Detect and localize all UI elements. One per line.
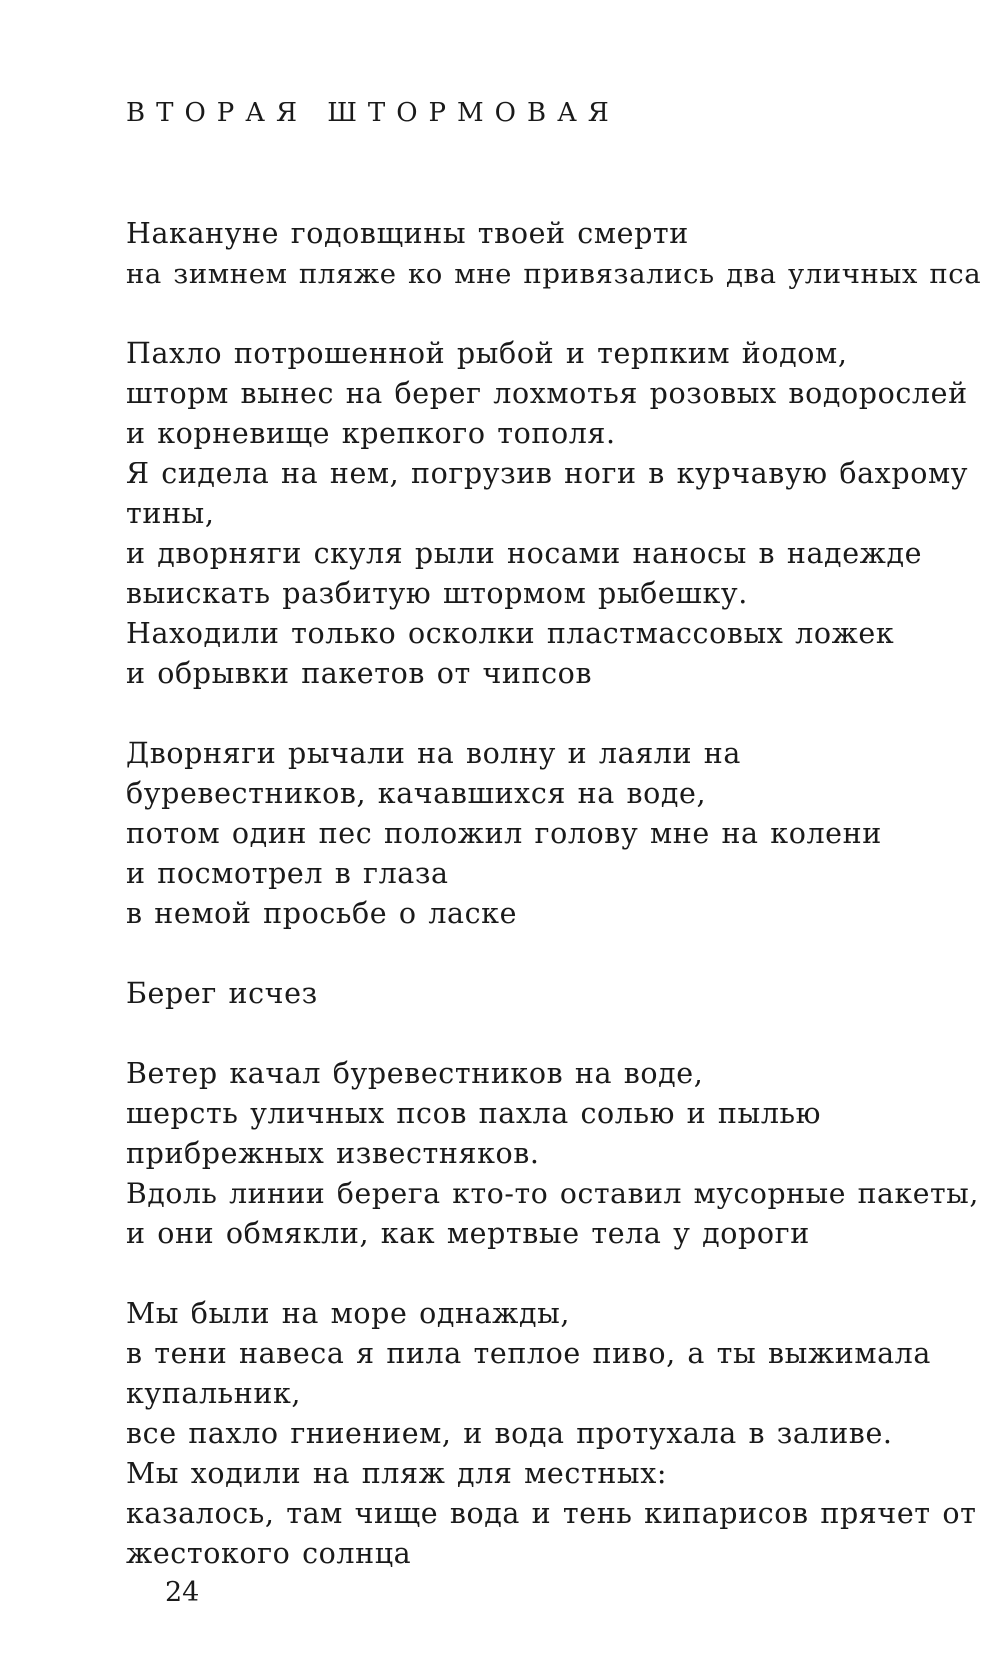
poem-line: Мы были на море однажды, <box>126 1297 571 1330</box>
poem-line: на зимнем пляже ко мне привязались два уличных пса <box>126 258 982 290</box>
poem-line: выискать разбитую штормом рыбешку. <box>126 577 748 610</box>
stanza <box>126 734 956 934</box>
poem-line: буревестников, качавшихся на воде, <box>126 777 707 810</box>
poem-line: казалось, там чище вода и тень кипарисов прячет от <box>126 1497 977 1530</box>
poem-line: в немой просьбе о ласке <box>126 897 518 930</box>
poem-line: и обрывки пакетов от чипсов <box>126 657 593 690</box>
poem-line: и они обмякли, как мертвые тела у дороги <box>126 1217 810 1250</box>
stanza <box>126 974 956 1014</box>
poem-line: Находили только осколки пластмассовых ложек <box>126 617 895 650</box>
stanza <box>126 1294 977 1574</box>
poem-line: Берег исчез <box>126 977 318 1010</box>
poem-line: Ветер качал буревестников на воде, <box>126 1057 704 1090</box>
poem-line: жестокого солнца <box>126 1537 412 1570</box>
poem-line: Я сидела на нем, погрузив ноги в курчавую бахрому <box>126 457 969 490</box>
poem-line: потом один пес положил голову мне на колени <box>126 817 882 850</box>
stanza <box>126 334 969 694</box>
poem-line: Накануне годовщины твоей смерти <box>126 217 689 250</box>
poem-line: купальник, <box>126 1377 302 1410</box>
poem-line: в тени навеса я пила теплое пиво, а ты выжимала <box>126 1337 931 1370</box>
poem-line: все пахло гниением, и вода протухала в заливе. <box>126 1417 893 1450</box>
poem-line: Вдоль линии берега кто-то оставил мусорные пакеты, <box>126 1177 979 1210</box>
stanza <box>126 1054 979 1254</box>
poem-body <box>126 214 982 1614</box>
stanza <box>126 214 982 294</box>
page-number: 24 <box>165 1577 200 1608</box>
poem-title: ВТОРАЯ ШТОРМОВАЯ <box>126 98 620 128</box>
poem-line: Мы ходили на пляж для местных: <box>126 1457 668 1490</box>
poem-line: шторм вынес на берег лохмотья розовых водорослей <box>126 377 968 410</box>
poem-line: и дворняги скуля рыли носами наносы в надежде <box>126 537 923 570</box>
poem-line: шерсть уличных псов пахла солью и пылью <box>126 1097 822 1130</box>
poem-line: тины, <box>126 497 215 530</box>
poem-line: Дворняги рычали на волну и лаяли на <box>126 737 741 770</box>
poem-line: прибрежных известняков. <box>126 1137 540 1170</box>
poem-line: Пахло потрошенной рыбой и терпким йодом, <box>126 337 848 370</box>
poem-line: и корневище крепкого тополя. <box>126 417 616 450</box>
poem-line: и посмотрел в глаза <box>126 857 449 890</box>
